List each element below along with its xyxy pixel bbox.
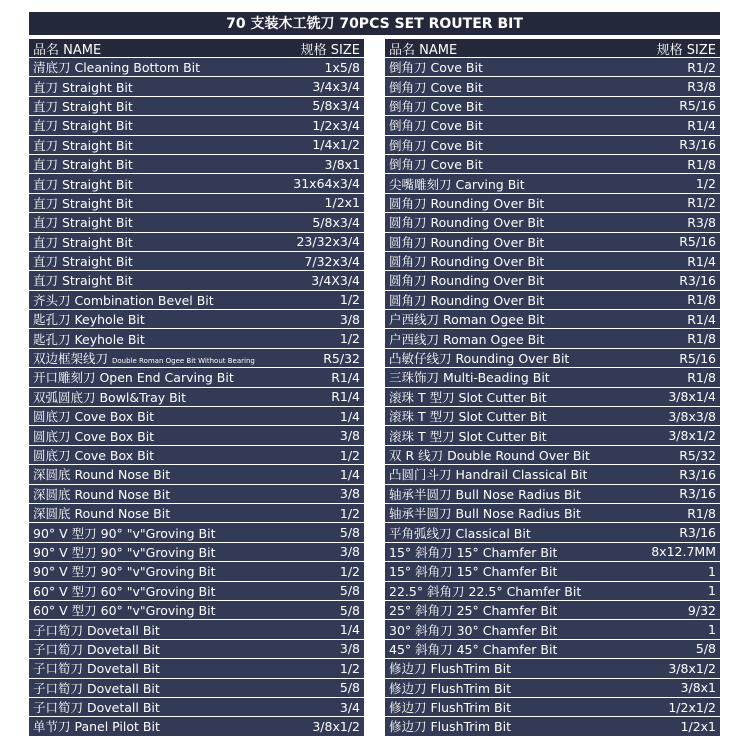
bit-name: 户西线刀 Roman Ogee Bit <box>389 312 545 328</box>
bit-size: 1/4 <box>339 622 360 638</box>
bit-size: R3/16 <box>679 486 716 502</box>
bit-size: 1/2 <box>695 176 716 192</box>
table-row <box>29 329 364 348</box>
bit-name: 三珠饰刀 Multi-Beading Bit <box>389 370 550 386</box>
bit-name: 直刀 Straight Bit <box>33 254 133 270</box>
bit-name: 倒角刀 Cove Bit <box>389 60 483 76</box>
table-row <box>385 465 720 484</box>
bit-name: 直刀 Straight Bit <box>33 157 133 173</box>
bit-size: 3/8x3/8 <box>668 408 716 424</box>
table-row <box>29 523 364 542</box>
table-row <box>385 349 720 368</box>
table-row <box>29 310 364 329</box>
table-row <box>385 485 720 504</box>
table-header <box>385 39 720 58</box>
bit-name: 开口雕刻刀 Open End Carving Bit <box>33 370 234 386</box>
bit-size: 3/8x1/2 <box>668 660 716 676</box>
table-row <box>29 291 364 310</box>
bit-name: 修边刀 FlushTrim Bit <box>389 719 512 735</box>
bit-size: 3/8x1/2 <box>668 428 716 444</box>
table-row <box>385 659 720 678</box>
bit-name: 轴承半圆刀 Bull Nose Radius Bit <box>389 486 581 502</box>
table-row <box>29 426 364 445</box>
left-rows <box>29 58 364 737</box>
bit-size: R5/32 <box>679 447 716 463</box>
table-row <box>385 213 720 232</box>
bit-size: 1/4 <box>339 408 360 424</box>
bit-size: 3/4x3/4 <box>312 79 360 95</box>
table-row <box>29 252 364 271</box>
bit-size: 3/8 <box>339 428 360 444</box>
table-row <box>385 523 720 542</box>
bit-name: 子口筍刀 Dovetall Bit <box>33 641 160 657</box>
table-row <box>29 407 364 426</box>
table-row <box>29 504 364 523</box>
bit-name: 圆角刀 Rounding Over Bit <box>389 273 545 289</box>
bit-size: 5/8x3/4 <box>312 214 360 230</box>
right-column-table <box>385 39 720 737</box>
table-row <box>385 640 720 659</box>
table-row <box>29 620 364 639</box>
bit-name: 90° V 型刀 90° "v"Groving Bit <box>33 525 216 541</box>
bit-size: R5/32 <box>323 350 360 366</box>
table-row <box>29 640 364 659</box>
table-row <box>385 77 720 96</box>
table-row <box>29 136 364 155</box>
bit-name: 直刀 Straight Bit <box>33 234 133 250</box>
bit-name: 子口筍刀 Dovetall Bit <box>33 622 160 638</box>
bit-name: 90° V 型刀 90° "v"Groving Bit <box>33 544 216 560</box>
table-row <box>29 77 364 96</box>
table-row <box>29 388 364 407</box>
bit-size: 5/8 <box>339 525 360 541</box>
table-row <box>385 116 720 135</box>
table-row <box>385 329 720 348</box>
bit-name: 圆底刀 Cove Box Bit <box>33 409 155 425</box>
bit-name: 双 R 线刀 Double Round Over Bit <box>389 448 590 463</box>
bit-name: 圆角刀 Rounding Over Bit <box>389 254 545 270</box>
bit-size: R1/8 <box>687 505 716 521</box>
bit-size: 5/8 <box>695 641 716 657</box>
bit-size: 5/8 <box>339 583 360 599</box>
bit-size: 3/8x1 <box>324 156 360 172</box>
table-row <box>385 97 720 116</box>
left-column-table <box>29 39 364 737</box>
bit-size: 1/2x1 <box>324 195 360 211</box>
table-row <box>29 174 364 193</box>
table-row <box>29 349 364 368</box>
table-row <box>385 58 720 77</box>
bit-name: 直刀 Straight Bit <box>33 79 133 95</box>
bit-size: R1/8 <box>687 292 716 308</box>
bit-name: 修边刀 FlushTrim Bit <box>389 661 512 677</box>
bit-size: 1 <box>708 622 716 638</box>
bit-size: 5/8x3/4 <box>312 98 360 114</box>
table-row <box>385 562 720 581</box>
table-row <box>29 601 364 620</box>
bit-size: 31x64x3/4 <box>293 176 360 192</box>
bit-name: 匙孔刀 Keyhole Bit <box>33 331 145 347</box>
bit-name: 双弧圆底刀 Bowl&Tray Bit <box>33 389 187 405</box>
bit-name: 直刀 Straight Bit <box>33 215 133 231</box>
bit-size: R5/16 <box>679 98 716 114</box>
bit-name: 倒角刀 Cove Bit <box>389 137 483 153</box>
bit-size: R3/8 <box>687 214 716 230</box>
table-row <box>385 620 720 639</box>
bit-size: R5/16 <box>679 234 716 250</box>
bit-name: 圆角刀 Rounding Over Bit <box>389 292 545 308</box>
bit-name: 子口筍刀 Dovetall Bit <box>33 661 160 677</box>
bit-size: 1 <box>708 583 716 599</box>
bit-name: 修边刀 FlushTrim Bit <box>389 700 512 716</box>
bit-size: R3/8 <box>687 79 716 95</box>
bit-name: 平角弧线刀 Classical Bit <box>389 525 531 541</box>
bit-name: 轴承半圆刀 Bull Nose Radius Bit <box>389 506 581 522</box>
bit-name: 双边框架线刀 Double Roman Ogee Bit Without Bearing <box>33 351 255 367</box>
bit-size: 5/8 <box>339 602 360 618</box>
bit-name: 60° V 型刀 60° "v"Groving Bit <box>33 603 216 619</box>
bit-size: 23/32x3/4 <box>296 234 360 250</box>
table-row <box>385 446 720 465</box>
bit-name: 直刀 Straight Bit <box>33 176 133 192</box>
table-row <box>385 388 720 407</box>
table-row <box>29 116 364 135</box>
table-row <box>385 717 720 736</box>
bit-name: 深圆底 Round Nose Bit <box>33 486 171 502</box>
bit-name: 60° V 型刀 60° "v"Groving Bit <box>33 583 216 599</box>
table-row <box>29 271 364 290</box>
table-row <box>385 368 720 387</box>
table-row <box>385 136 720 155</box>
bit-size: 3/8 <box>339 311 360 327</box>
table-header <box>29 39 364 58</box>
bit-size: R3/16 <box>679 525 716 541</box>
table-row <box>385 601 720 620</box>
bit-size: 9/32 <box>687 602 716 618</box>
table-row <box>29 155 364 174</box>
bit-size: R1/4 <box>331 389 360 405</box>
bit-size: 1/2 <box>339 660 360 676</box>
name-column-header: 品名 NAME <box>33 42 102 58</box>
table-row <box>29 679 364 698</box>
bit-name: 修边刀 FlushTrim Bit <box>389 680 512 696</box>
bit-size: 1 <box>708 563 716 579</box>
bit-size: 1x5/8 <box>324 59 360 75</box>
table-row <box>385 194 720 213</box>
bit-size: 3/8 <box>339 641 360 657</box>
table-row <box>385 407 720 426</box>
size-column-header: 规格 SIZE <box>656 42 716 58</box>
table-row <box>385 233 720 252</box>
bit-name: 单节刀 Panel Pilot Bit <box>33 719 160 735</box>
bit-name: 匙孔刀 Keyhole Bit <box>33 312 145 328</box>
table-row <box>385 291 720 310</box>
bit-size: R1/4 <box>687 253 716 269</box>
bit-name: 齐头刀 Combination Bevel Bit <box>33 292 214 308</box>
bit-size: 1/2 <box>339 563 360 579</box>
bit-name: 直刀 Straight Bit <box>33 137 133 153</box>
bit-name: 深圆底 Round Nose Bit <box>33 467 171 483</box>
table-row <box>29 465 364 484</box>
bit-name: 凸圆门斗刀 Handrail Classical Bit <box>389 467 588 483</box>
table-row <box>385 271 720 290</box>
bit-size: 1/2 <box>339 447 360 463</box>
table-row <box>29 58 364 77</box>
bit-name: 15° 斜角刀 15° Chamfer Bit <box>389 564 558 580</box>
table-row <box>29 97 364 116</box>
table-row <box>385 252 720 271</box>
bit-name: 深圆底 Round Nose Bit <box>33 506 171 522</box>
table-row <box>29 562 364 581</box>
bit-size: 1/2x3/4 <box>312 117 360 133</box>
table-row <box>385 504 720 523</box>
bit-name: 圆底刀 Cove Box Bit <box>33 448 155 463</box>
name-column-header: 品名 NAME <box>389 42 458 58</box>
bit-name: 45° 斜角刀 45° Chamfer Bit <box>389 641 558 657</box>
bit-name: 清底刀 Cleaning Bottom Bit <box>33 60 201 76</box>
bit-name: 直刀 Straight Bit <box>33 273 133 289</box>
bit-name: 直刀 Straight Bit <box>33 118 133 134</box>
bit-name: 圆角刀 Rounding Over Bit <box>389 215 545 231</box>
table-row <box>385 310 720 329</box>
bit-size: R3/16 <box>679 272 716 288</box>
bit-size: 3/8x1/4 <box>668 389 716 405</box>
right-rows <box>385 58 720 737</box>
bit-note: Double Roman Ogee Bit Without Bearing <box>112 357 255 366</box>
table-row <box>29 446 364 465</box>
table-row <box>385 582 720 601</box>
bit-name: 22.5° 斜角刀 22.5° Chamfer Bit <box>389 583 582 599</box>
table-row <box>29 543 364 562</box>
table-row <box>29 698 364 717</box>
table-row <box>385 543 720 562</box>
table-row <box>385 155 720 174</box>
bit-name: 子口筍刀 Dovetall Bit <box>33 700 160 716</box>
bit-size: 8x12.7MM <box>651 544 716 560</box>
bit-name: 倒角刀 Cove Bit <box>389 98 483 114</box>
bit-name: 凸敏仔线刀 Rounding Over Bit <box>389 351 570 367</box>
bit-size: R1/4 <box>687 117 716 133</box>
table-row <box>29 582 364 601</box>
bit-name: 圆底刀 Cove Box Bit <box>33 428 155 444</box>
bit-name: 滚珠 T 型刀 Slot Cutter Bit <box>389 428 547 444</box>
router-bit-spec-sheet <box>29 12 720 737</box>
bit-name: 30° 斜角刀 30° Chamfer Bit <box>389 622 558 638</box>
bit-size: 1/2x1 <box>680 718 716 734</box>
bit-size: 3/8 <box>339 544 360 560</box>
table-row <box>385 426 720 445</box>
table-row <box>29 368 364 387</box>
table-row <box>29 213 364 232</box>
bit-size: 3/8x1 <box>680 680 716 696</box>
bit-size: 3/8x1/2 <box>312 718 360 734</box>
bit-size: R1/8 <box>687 369 716 385</box>
bit-size: 3/4 <box>339 699 360 715</box>
bit-name: 子口筍刀 Dovetall Bit <box>33 680 160 696</box>
bit-size: 3/4X3/4 <box>311 272 360 288</box>
bit-name: 户西线刀 Roman Ogee Bit <box>389 331 545 347</box>
table-row <box>385 698 720 717</box>
bit-name: 90° V 型刀 90° "v"Groving Bit <box>33 564 216 580</box>
table-row <box>385 174 720 193</box>
bit-name: 直刀 Straight Bit <box>33 98 133 114</box>
bit-size: R5/16 <box>679 350 716 366</box>
bit-name: 倒角刀 Cove Bit <box>389 157 483 173</box>
bit-name: 滚珠 T 型刀 Slot Cutter Bit <box>389 389 547 405</box>
table-row <box>29 717 364 736</box>
bit-size: R1/8 <box>687 331 716 347</box>
bit-size: R3/16 <box>679 466 716 482</box>
table-row <box>29 233 364 252</box>
bit-size: R1/4 <box>331 369 360 385</box>
bit-name: 倒角刀 Cove Bit <box>389 79 483 95</box>
page-title: 70 支装木工铣刀 70PCS SET ROUTER BIT <box>29 12 720 37</box>
table-row <box>385 679 720 698</box>
bit-name: 圆角刀 Rounding Over Bit <box>389 195 545 211</box>
bit-size: R1/2 <box>687 195 716 211</box>
bit-size: R1/8 <box>687 156 716 172</box>
bit-name: 25° 斜角刀 25° Chamfer Bit <box>389 603 558 619</box>
table-row <box>29 659 364 678</box>
bit-size: 3/8 <box>339 486 360 502</box>
bit-name: 15° 斜角刀 15° Chamfer Bit <box>389 544 558 560</box>
bit-name: 圆角刀 Rounding Over Bit <box>389 234 545 250</box>
bit-size: 1/2 <box>339 505 360 521</box>
bit-size: 7/32x3/4 <box>304 253 360 269</box>
bit-size: 1/2x1/2 <box>668 699 716 715</box>
bit-size: 1/2 <box>339 331 360 347</box>
bit-size: 1/4x1/2 <box>312 137 360 153</box>
size-column-header: 规格 SIZE <box>300 42 360 58</box>
bit-name: 尖嘴雕刻刀 Carving Bit <box>389 176 525 192</box>
bit-size: 1/4 <box>339 466 360 482</box>
table-row <box>29 485 364 504</box>
bit-size: R1/4 <box>687 311 716 327</box>
bit-size: 1/2 <box>339 292 360 308</box>
bit-size: R3/16 <box>679 137 716 153</box>
bit-name: 滚珠 T 型刀 Slot Cutter Bit <box>389 409 547 425</box>
bit-name: 倒角刀 Cove Bit <box>389 118 483 134</box>
bit-size: R1/2 <box>687 59 716 75</box>
bit-size: 5/8 <box>339 680 360 696</box>
bit-name: 直刀 Straight Bit <box>33 195 133 211</box>
table-row <box>29 194 364 213</box>
